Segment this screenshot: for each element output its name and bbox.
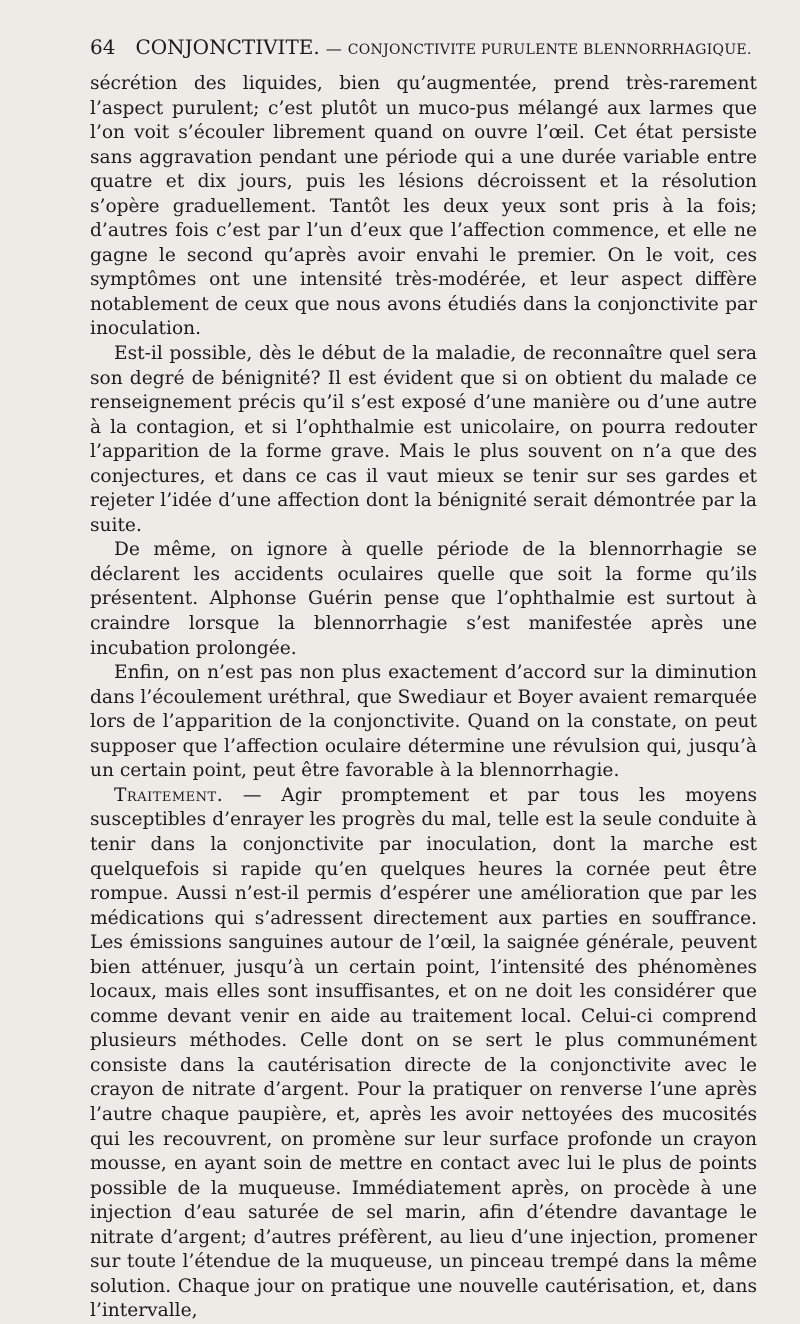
treatment-heading: Traitement. [114,784,224,806]
chapter-title: CONJONCTIVITE. [135,35,320,59]
body-text [90,72,757,1324]
header-dash: — [325,39,342,58]
paragraph: De même, on ignore à quelle période de la blennorrhagie se déclarent les accidents oculaires quelle que soit la forme qu’ils présentent. Alphonse Guérin pense que l’ophthalmie est surtout à craindre lorsque la blennorrhagie s’est manifestée après une incubation prolongée. [90,539,757,659]
paragraph: sécrétion des liquides, bien qu’augmentée, prend très-rarement l’aspect purulent; c’est plutôt un muco-pus mélangé aux larmes que l’on voit s’écouler librement quand on ouvre l’œil. Cet état persiste sans aggravation pendant une période qui a une durée variable entre quatre et dix jours, puis les lésions décroissent et la résolution s’opère graduellement. Tantôt les deux yeux sont pris à la fois; d’autres fois c’est par l’un d’eux que l’affection commence, et elle ne gagne le second qu’après avoir envahi le premier. On le voit, ces symptômes ont une intensité très-modérée, et leur aspect diffère notablement de ceux que nous avons étudiés dans la conjonctivite par inoculation. [90,73,757,340]
paragraph: Est-il possible, dès le début de la maladie, de reconnaître quel sera son degré de bénignité? Il est évident que si on obtient du malade ce renseignement précis qu’il s’est exposé d’une manière ou d’une autre à la contagion, et si l’ophthalmie est unicolaire, on pourra redouter l’apparition de la forme grave. Mais le plus souvent on n’a que des conjectures, et dans ce cas il vaut mieux se tenir sur ses gardes et rejeter l’idée d’une affection dont la bénignité serait démontrée par la suite. [90,343,757,536]
paragraph: Enfin, on n’est pas non plus exactement d’accord sur la diminution dans l’écoulement uréthral, que Swediaur et Boyer avaient remarquée lors de l’apparition de la conjonctivite. Quand on la constate, on peut supposer que l’affection oculaire détermine une révulsion qui, jusqu’à un certain point, peut être favorable à la blennorrhagie. [90,662,757,782]
running-header [90,34,770,63]
treatment-paragraph [90,784,757,1324]
page-number: 64 [90,35,116,59]
treatment-text: — Agir promptement et par tous les moyens susceptibles d’enrayer les progrès du mal, telle est la seule conduite à tenir dans la conjonctivite par inoculation, dont la marche est quelquefois si rapide qu’en quelques heures la cornée peut être rompue. Aussi n’est-il permis d’espérer une amélioration que par les médications qui s’adressent directement aux parties en souffrance. Les émissions sanguines autour de l’œil, la saignée générale, peuvent bien atténuer, jusqu’à un certain point, l’intensité des phénomènes locaux, mais elles sont insuffisantes, et on ne doit les considérer que comme devant venir en aide au traitement local. Celui-ci comprend plusieurs méthodes. Celle dont on se sert le plus communément consiste dans la cautérisation directe de la conjonctivite avec le crayon de nitrate d’argent. Pour la pratiquer on renverse l’une après l’autre chaque paupière, et, après les avoir nettoyées des mucosités qui les recouvrent, on promène sur leur surface profonde un crayon mousse, en ayant soin de mettre en contact avec lui le plus de points possible de la muqueuse. Immédiatement après, on procède à une injection d’eau saturée de sel marin, afin d’étendre davantage le nitrate d’argent; d’autres préfèrent, au lieu d’une injection, promener sur toute l’étendue de la muqueuse, un pinceau trempé dans la même solution. Chaque jour on pratique une nouvelle cautérisation, et, dans l’intervalle, [90,784,757,1322]
running-title: CONJONCTIVITE PURULENTE BLENNORRHAGIQUE. [347,42,752,58]
